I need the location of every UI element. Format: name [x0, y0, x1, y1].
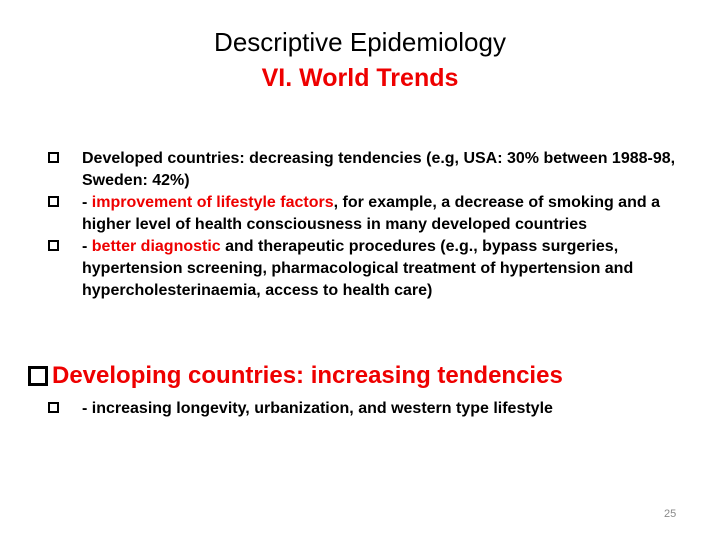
list-item — [48, 192, 688, 236]
bullet-list — [48, 148, 688, 302]
developing-heading-item — [22, 360, 720, 392]
list-item — [48, 236, 688, 302]
bullet-text: and therapeutic procedures (e.g., bypass surgeries, hypertension screening, pharmacological treatment of hypertension and hypercholesterinaemia, access to health care) — [82, 238, 634, 299]
checkbox-square-icon — [48, 152, 59, 163]
slide-title-block — [0, 24, 720, 96]
checkbox-square-icon — [48, 402, 59, 413]
bullet-prefix: - — [82, 238, 92, 255]
slide-subtitle: VI. World Trends — [261, 64, 459, 92]
bullet-highlight: improvement of lifestyle factors — [91, 194, 334, 211]
bullet-text: - increasing longevity, urbanization, and western type lifestyle — [82, 400, 553, 417]
bullet-text: Developed countries: decreasing tendencies (e.g, USA: 30% between 1988-98, Sweden: 42%) — [82, 150, 676, 189]
checkbox-square-icon — [48, 240, 59, 251]
bullet-prefix: - — [82, 194, 92, 211]
slide-title: Descriptive Epidemiology — [214, 27, 506, 57]
list-item — [48, 148, 688, 192]
developing-heading: Developing countries: increasing tendencies — [52, 362, 563, 389]
checkbox-square-icon — [28, 366, 48, 386]
bullet-highlight: better diagnostic — [91, 238, 221, 255]
list-item — [48, 398, 720, 420]
checkbox-square-icon — [48, 196, 59, 207]
page-number: 25 — [664, 508, 677, 520]
bullet-text: , for example, a decrease of smoking and a higher level of health consciousness in many developed countries — [82, 194, 660, 233]
